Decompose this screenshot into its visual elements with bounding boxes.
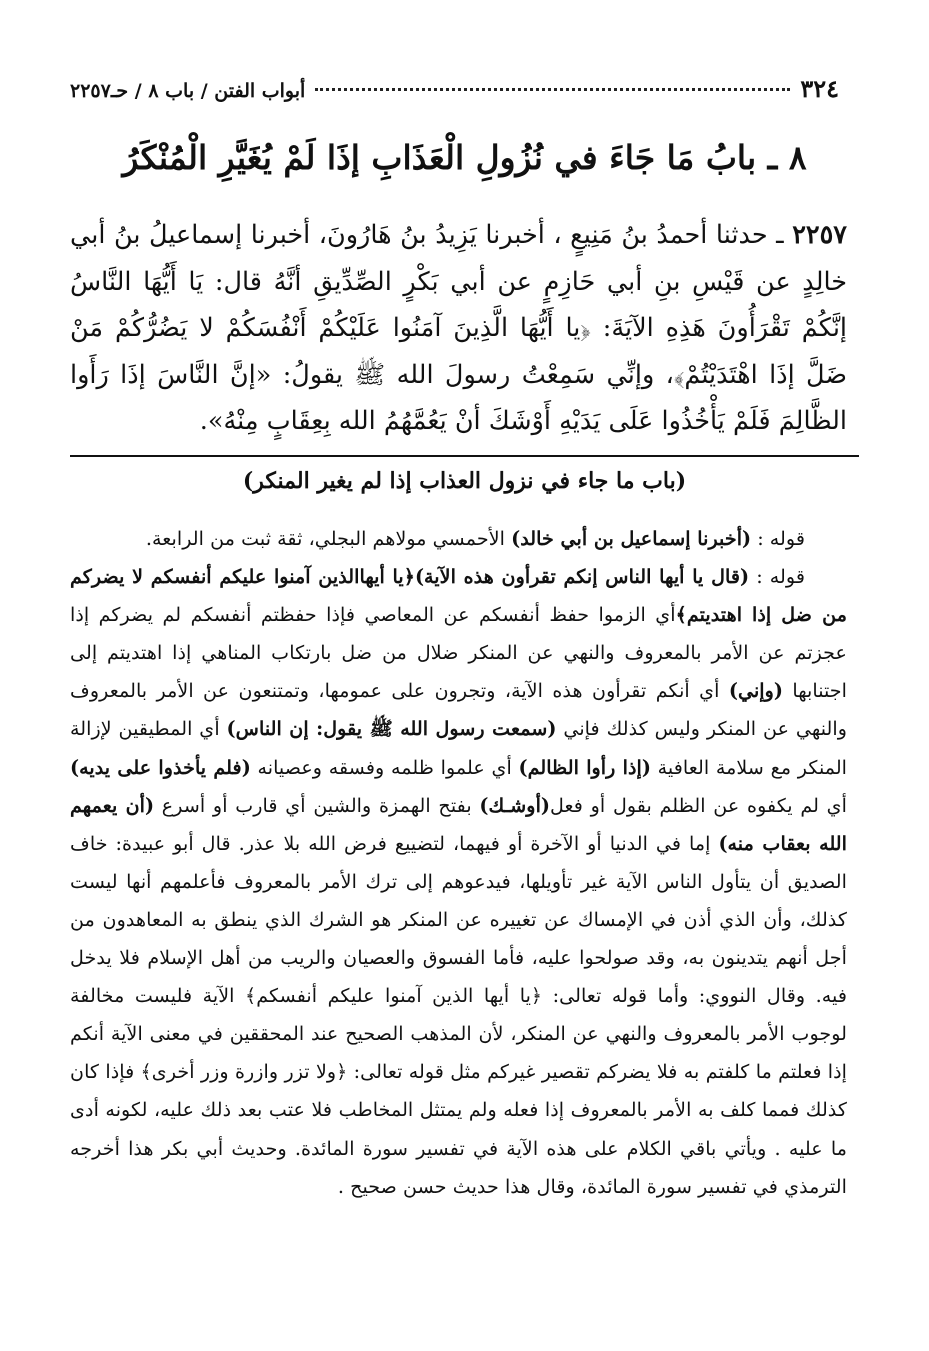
running-header bbox=[70, 74, 839, 110]
commentary-text: أي أنكم تقرأون هذه الآية، وتجرون على عمومها، وتمتنعون عن الأمر بالمعروف والنهي عن المنكر وليس كذلك فإني bbox=[70, 679, 847, 741]
quoted-phrase: (قال يا أيها الناس إنكم تقرأون هذه الآية)﴿يا أيهاالذين آمنوا عليكم أنفسكم لا يضركم من ضل إذا اهتديتم﴾ bbox=[70, 565, 847, 627]
commentary-text: أي علموا ظلمه وفسقه وعصيانه bbox=[250, 755, 519, 779]
running-title: أبواب الفتن / باب ٨ / حـ٢٢٥٧ bbox=[70, 80, 306, 102]
qawluhu-label: قوله : bbox=[751, 527, 805, 550]
commentary-text: الأحمسي مولاهم البجلي، ثقة ثبت من الرابعة. bbox=[145, 527, 512, 550]
quoted-phrase: (سمعت رسول الله ﷺ يقول: إن الناس) bbox=[226, 717, 557, 741]
quoted-phrase: (إذا رأوا الظالم) bbox=[518, 755, 651, 779]
quoted-phrase: (وإني) bbox=[728, 679, 783, 703]
chapter-title: ٨ ـ بابُ مَا جَاءَ في نُزُولِ الْعَذَابِ إذَا لَمْ يُغَيَّرِ الْمُنْكَرُ bbox=[122, 138, 807, 177]
qawluhu-label: قوله : bbox=[749, 565, 805, 589]
commentary-text: أي لم يكفوه عن الظلم بقول أو فعل bbox=[549, 793, 847, 817]
commentary-title: (باب ما جاء في نزول العذاب إذا لم يغير المنكر) bbox=[242, 468, 687, 494]
dotted-leader bbox=[315, 88, 790, 91]
hadith-text bbox=[70, 212, 847, 445]
quoted-phrase: (أوشـك) bbox=[479, 793, 550, 817]
quoted-phrase: (أخبرنا إسماعيل بن أبي خالد) bbox=[511, 527, 752, 550]
commentary-text: إما في الدنيا أو الآخرة أو فيهما، لتضييع فرض الله بلا عذر. قال أبو عبيدة: خاف الصديق أن يتأول الناس الآية غير تأويلها، فيدعوهم إلى ترك الأمر بالمعروف فأعلمهم أنها ليست كذلك، وأن الذي أذن في الإمساك عن تغييره عن المنكر هو الشرك الذي ينطق به المعاهدون من أجل أنهم يتدينون به، وقد صولحوا عليه، فأما الفسوق والعصيان والريب من أهل الإسلام فلا يدخل فيه. وقال النووي: وأما قوله تعالى: ﴿يا أيها الذين آمنوا عليكم أنفسكم﴾ الآية فليست مخالفة لوجوب الأمر بالمعروف والنهي عن المنكر، لأن المذهب الصحيح عند المحققين في معنى الآية أنكم إذا فعلتم ما كلفتم به فلا يضركم تقصير غيركم مثل قوله تعالى: ﴿ولا تزر وازرة وزر أخرى﴾ فإذا كان كذلك فمما كلف به الأمر بالمعروف إذا فعله ولم يمتثل المخاطب فلا عتب بعد ذلك عليه، لكونه أدى ما عليه . ويأتي باقي الكلام على هذه الآية في تفسير سورة المائدة. وحديث أبي بكر هذا أخرجه الترمذي في تفسير سورة المائدة، وقال هذا حديث حسن صحيح . bbox=[70, 831, 847, 1198]
section-divider bbox=[70, 455, 859, 457]
commentary bbox=[70, 520, 847, 1206]
commentary-paragraph bbox=[70, 520, 847, 558]
commentary-paragraph bbox=[70, 558, 847, 1206]
commentary-text: أي الزموا حفظ أنفسكم عن المعاصي فإذا حفظتم أنفسكم لم يضركم إذا عجزتم عن الأمر بالمعروف والنهي عن المنكر ضلال من ضل بارتكاب المناهي إذا اهتديتم إلى اجتنابها bbox=[70, 603, 848, 703]
quoted-phrase: (أن يعمهم الله بعقاب منه) bbox=[70, 793, 847, 855]
hadith-number: ٢٢٥٧ bbox=[792, 220, 847, 250]
page-number: ٣٢٤ bbox=[800, 74, 839, 103]
hadith-body: ـ حدثنا أحمدُ بنُ مَنِيعٍ ، أخبرنا يَزِيدُ بنُ هَارُونَ، أخبرنا إسماعيلُ بنُ أبي خالِدٍ عن قَيْسِ بنِ أبي حَازِمٍ عن أبي بَكْرٍ الصِّدِّيقِ أنَّهُ قال: يَا أَيُّهَا النَّاسُ إنَّكُمْ تَقْرَأُونَ هَذِهِ الآيَةَ: ﴿يا أَيُّهَا الَّذِينَ آمَنُوا عَلَيْكُمْ أَنْفُسَكُمْ لا يَضُرُّكُمْ مَنْ ضَلَّ إذَا اهْتَدَيْتُمْ﴾، وإنِّي سَمِعْتُ رسولَ الله ﷺ يقولُ: «إنَّ النَّاسَ إذَا رَأَوا الظَّالِمَ فَلَمْ يَأْخُذُوا عَلَى يَدَيْهِ أَوْشَكَ أنْ يَعُمَّهُمُ الله بِعِقَابٍ مِنْهُ». bbox=[70, 220, 847, 436]
quoted-phrase: (فلم يأخذوا على يديه) bbox=[70, 755, 251, 779]
commentary-text: بفتح الهمزة والشين أي قارب أو أسرع bbox=[154, 793, 480, 817]
commentary-text: أي المطيقين لإزالة المنكر مع سلامة العافية bbox=[70, 717, 848, 779]
